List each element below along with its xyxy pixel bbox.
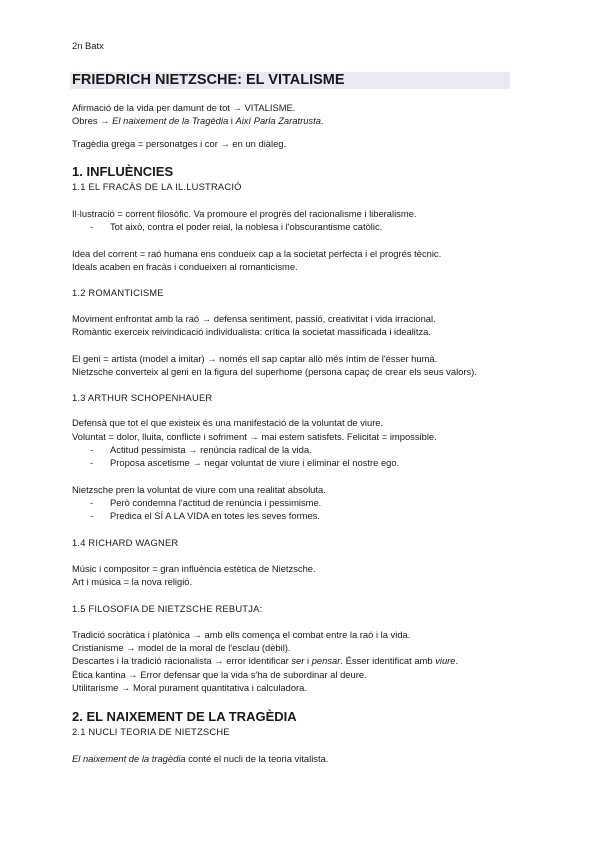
- s15-p3-g: .: [455, 655, 459, 666]
- s21-paragraph-1-rest: conté el nucli de la teoria vitalista.: [185, 753, 329, 764]
- s13-bullet-2: [90, 457, 399, 469]
- section-1-2-heading: 1.2 ROMANTICISME: [72, 287, 164, 298]
- bullet-dash: -: [90, 221, 94, 232]
- s14-paragraph-1: Músic i compositor = gran influència estètica de Nietzsche.: [72, 563, 316, 574]
- work-title-tragedia: El naixement de la Tragèdia: [112, 115, 229, 126]
- intro-line-2-prefix: Obres →: [72, 115, 113, 126]
- bullet-dash: -: [90, 497, 94, 508]
- s13-paragraph-3: Nietzsche pren la voluntat de viure com una realitat absoluta.: [72, 484, 326, 495]
- s13-bullet-1: [90, 444, 312, 456]
- s13-bullet-3-text: Però condemna l'actitud de renúncia i pessimisme.: [110, 497, 322, 508]
- s13-paragraph-1: Defensà que tot el que existeix és una manifestació de la voluntat de viure.: [72, 417, 384, 428]
- s12-paragraph-3: El geni = artista (model a imitar) → només ell sap captar allò més íntim de l'ésser humà.: [72, 353, 438, 364]
- s12-paragraph-4: Nietzsche converteix al geni en la figura del superhome (persona capaç de crear els seus valors).: [72, 366, 477, 377]
- intro-line-2-end: .: [320, 115, 324, 126]
- s13-bullet-2-text: Proposa ascetisme → negar voluntat de viure i eliminar el nostre ego.: [110, 457, 400, 468]
- bullet-dash: -: [90, 510, 94, 521]
- bullet-dash: -: [90, 457, 94, 468]
- intro-line-2-mid: i: [228, 115, 236, 126]
- grade-header: 2n Batx: [72, 40, 104, 51]
- s11-paragraph-3: Ideals acaben en fracàs i condueixen al romanticisme.: [72, 261, 298, 272]
- s15-p3-viure: viure: [435, 655, 456, 666]
- s15-p3-ser: ser: [291, 655, 305, 666]
- s13-paragraph-2: Voluntat = dolor, lluita, conflicte i sofriment → mai estem satisfets. Felicitat = impossible.: [72, 431, 437, 442]
- s14-paragraph-2: Art i música = la nova religió.: [72, 576, 193, 587]
- s11-bullet-1: [90, 221, 382, 233]
- section-1-5-heading: 1.5 FILOSOFIA DE NIETZSCHE REBUTJA:: [72, 603, 263, 614]
- s12-paragraph-2: Romàntic exerceix reivindicació individualista: crítica la societat massificada i idealitza.: [72, 326, 432, 337]
- s15-p3-e: . Ésser identificat amb: [340, 655, 436, 666]
- section-2-heading: 2. EL NAIXEMENT DE LA TRAGÈDIA: [72, 709, 297, 724]
- s11-paragraph-2: Idea del corrent = raó humana ens condueix cap a la societat perfecta i el progrés tècnic.: [72, 248, 442, 259]
- s15-paragraph-2: Cristianisme → model de la moral de l'esclau (dèbil).: [72, 642, 291, 653]
- s11-paragraph-1: Il·lustració = corrent filosòfic. Va promoure el progrés del racionalisme i liberalisme.: [72, 208, 417, 219]
- s13-bullet-1-text: Actitud pessimista → renúncia radical de la vida.: [110, 444, 312, 455]
- s11-bullet-1-text: Tot això, contra el poder reial, la noblesa i l'obscurantisme catòlic.: [110, 221, 383, 232]
- work-title-naixement: El naixement de la tragèdia: [72, 753, 186, 764]
- s15-p3-a: Descartes i la tradició racionalista → error identificar: [72, 655, 292, 666]
- s12-paragraph-1: Moviment enfrontat amb la raó → defensa sentiment, passió, creativitat i vida irracional.: [72, 313, 436, 324]
- intro-line-2: [72, 115, 324, 127]
- section-2-1-heading: 2.1 NUCLI TEORIA DE NIETZSCHE: [72, 726, 230, 737]
- s13-bullet-4-text: Predica el SÍ A LA VIDA en totes les seves formes.: [110, 510, 321, 521]
- s15-paragraph-3: [72, 655, 458, 667]
- section-1-heading: 1. INFLUÈNCIES: [72, 164, 174, 179]
- s15-p3-pensar: pensar: [311, 655, 341, 666]
- s21-paragraph-1: [72, 753, 328, 765]
- intro-line-3: Tragèdia grega = personatges i cor → en un diàleg.: [72, 138, 287, 149]
- s15-paragraph-1: Tradició socràtica i platònica → amb ells comença el combat entre la raó i la vida.: [72, 629, 411, 640]
- s13-bullet-3: [90, 497, 321, 509]
- intro-line-1: Afirmació de la vida per damunt de tot → VITALISME.: [72, 102, 296, 113]
- s15-paragraph-5: Utilitarisme → Moral purament quantitativa i calculadora.: [72, 682, 307, 693]
- section-1-4-heading: 1.4 RICHARD WAGNER: [72, 537, 179, 548]
- bullet-dash: -: [90, 444, 94, 455]
- s15-p3-c: i: [304, 655, 312, 666]
- work-title-zaratrusta: Així Parla Zaratrusta: [235, 115, 321, 126]
- section-1-3-heading: 1.3 ARTHUR SCHOPENHAUER: [72, 392, 213, 403]
- s15-paragraph-4: Ètica kantina → Error defensar que la vida s'ha de subordinar al deure.: [72, 669, 367, 680]
- section-1-1-heading: 1.1 EL FRACÀS DE LA IL.LUSTRACIÓ: [72, 181, 242, 192]
- document-title: FRIEDRICH NIETZSCHE: EL VITALISME: [70, 72, 510, 89]
- s13-bullet-4: [90, 510, 320, 522]
